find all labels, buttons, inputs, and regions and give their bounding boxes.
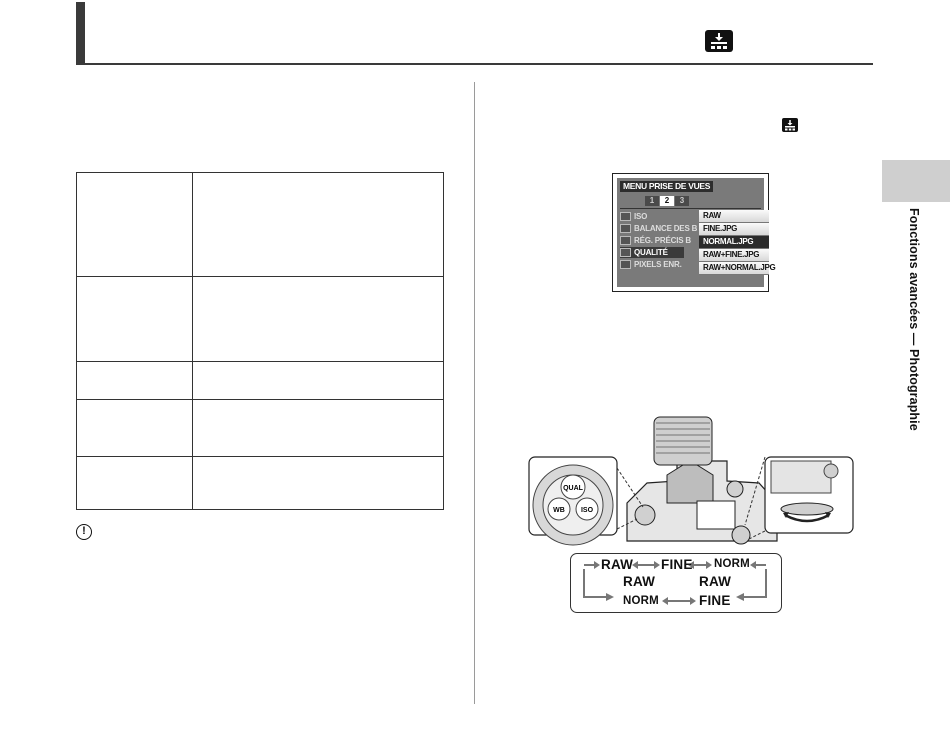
lcd-tab-1[interactable]: 1 — [645, 196, 659, 206]
lcd-menu-item[interactable] — [620, 259, 682, 270]
header-rule — [76, 63, 873, 65]
lcd-menu-item-label: RÉG. PRÉCIS B — [634, 236, 691, 245]
lcd-tab-3[interactable]: 3 — [675, 196, 689, 206]
header-accent-bar — [76, 2, 85, 64]
table-row-divider — [77, 456, 443, 457]
lcd-option[interactable]: FINE.JPG — [699, 223, 769, 236]
dial-label-qual: QUAL — [563, 485, 583, 492]
table-row-divider — [77, 399, 443, 400]
pixels-icon — [620, 260, 631, 269]
lcd-tab-2[interactable]: 2 — [660, 196, 674, 206]
lcd-menu-item-label: QUALITÉ — [634, 248, 668, 257]
cycle-label-raw-2: RAW — [623, 574, 656, 589]
lcd-divider — [620, 208, 761, 209]
settings-table — [76, 172, 444, 510]
lcd-menu-title: MENU PRISE DE VUES — [620, 181, 713, 192]
lcd-option-selected[interactable]: NORMAL.JPG — [699, 236, 769, 249]
white-balance-icon — [620, 224, 631, 233]
dial-label-iso: ISO — [580, 507, 594, 514]
quality-menu-icon — [782, 118, 798, 132]
column-divider — [474, 82, 475, 704]
lcd-menu-item[interactable] — [620, 211, 647, 222]
cycle-label-fine: FINE — [661, 557, 693, 572]
iso-icon — [620, 212, 631, 221]
lcd-menu-item[interactable] — [620, 223, 697, 234]
section-label: Fonctions avancées — Photographie — [907, 208, 921, 431]
cycle-label-fine-2: FINE — [699, 593, 731, 608]
quality-menu-icon — [705, 30, 733, 52]
lcd-menu-item-label: PIXELS ENR. — [634, 260, 682, 269]
caution-icon: ! — [76, 524, 92, 540]
lcd-menu-item[interactable] — [620, 235, 691, 246]
camera-illustration — [527, 413, 855, 555]
quality-icon — [620, 248, 631, 257]
lcd-menu-item-label: ISO — [634, 212, 648, 221]
cycle-label-raw-3: RAW — [699, 574, 732, 589]
table-row-divider — [77, 276, 443, 277]
lcd-menu-item-label: BALANCE DES B — [634, 224, 698, 233]
table-row-divider — [77, 361, 443, 362]
dial-label-wb: WB — [553, 507, 565, 514]
section-tab — [882, 160, 950, 202]
quality-cycle-diagram — [570, 553, 782, 613]
lcd-menu-item-selected[interactable] — [620, 247, 684, 258]
lcd-option[interactable]: RAW+NORMAL.JPG — [699, 262, 769, 275]
cycle-label-raw: RAW — [601, 557, 634, 572]
table-column-divider — [192, 173, 193, 509]
lcd-quality-submenu — [699, 210, 776, 275]
cycle-label-norm: NORM — [714, 558, 750, 570]
cycle-label-norm-2: NORM — [623, 595, 659, 607]
wb-fine-tune-icon — [620, 236, 631, 245]
lcd-menu-screen — [612, 173, 776, 292]
lcd-option[interactable]: RAW — [699, 210, 769, 223]
lcd-screen-area — [617, 178, 776, 287]
lcd-option[interactable]: RAW+FINE.JPG — [699, 249, 769, 262]
